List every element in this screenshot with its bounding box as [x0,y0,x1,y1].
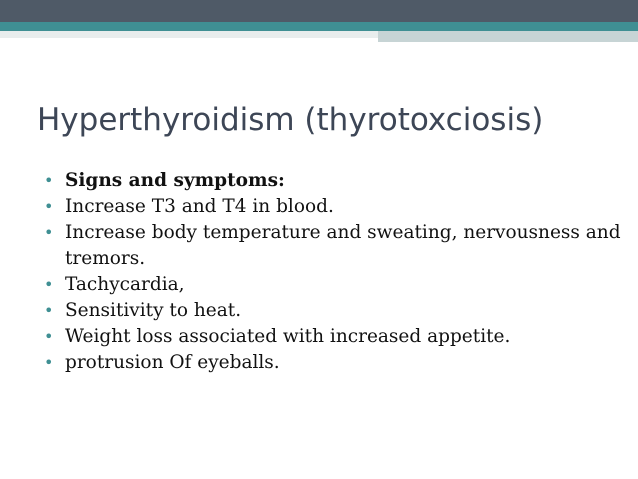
top-band-light-left [0,31,378,38]
bullet-text: Signs and symptoms: [65,170,285,191]
bullet-dot-icon: • [44,353,54,372]
bullet-item [44,194,624,220]
bullet-text: Increase T3 and T4 in blood. [65,196,334,217]
top-band-dark [0,0,638,22]
slide-title: Hyperthyroidism (thyrotoxciosis) [37,102,544,138]
bullet-dot-icon: • [44,223,54,242]
bullet-list [44,168,624,376]
bullet-item [44,220,624,272]
bullet-dot-icon: • [44,197,54,216]
bullet-text: Weight loss associated with increased appetite. [65,326,511,347]
bullet-item [44,168,624,194]
bullet-item [44,324,624,350]
bullet-item [44,298,624,324]
bullet-dot-icon: • [44,171,54,190]
bullet-item [44,272,624,298]
bullet-dot-icon: • [44,301,54,320]
bullet-text: protrusion Of eyeballs. [65,352,280,373]
top-band-teal [0,22,638,31]
bullet-text: Tachycardia, [65,274,185,295]
bullet-item [44,350,624,376]
top-band-light-right [378,31,638,42]
bullet-dot-icon: • [44,275,54,294]
bullet-text: Increase body temperature and sweating, nervousness and tremors. [65,222,621,269]
bullet-dot-icon: • [44,327,54,346]
bullet-text: Sensitivity to heat. [65,300,242,321]
